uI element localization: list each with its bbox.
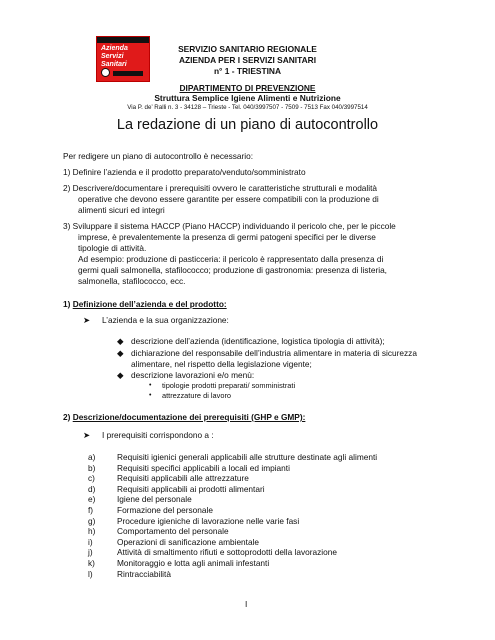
prerequisite-item: Requisiti specifici applicabili a locali ed impianti [117,462,290,473]
section-1-bullet-2-line1: dichiarazione del responsabile dell’industria alimentare in materia di sicurezza [131,348,417,358]
logo-top-bar [97,37,149,43]
section-1-sub-1: tipologie prodotti preparati/ somministrati [162,381,296,390]
prerequisite-item: Monitoraggio e lotta agli animali infestanti [117,558,270,568]
prerequisite-letter: l) [88,568,93,579]
logo-text-line2: Servizi [101,53,124,60]
section-2-heading [63,412,305,423]
section-1-sub-2: attrezzature di lavoro [162,391,232,400]
prerequisite-letter: b) [88,462,96,473]
section-1-number: 1) [63,299,71,309]
step-2-line3: alimenti sicuri ed integri [78,205,165,215]
logo-text-line1: Azienda [101,45,128,52]
page-number: I [245,599,248,609]
intro-text: Per redigere un piano di autocontrollo è necessario: [63,151,254,161]
prerequisite-item: Requisiti applicabili alle attrezzature [117,473,249,484]
step-2-line2: operative che devono essere garantite per essere compatibili con la produzione di [78,194,379,204]
prerequisite-letter: e) [88,494,96,505]
prerequisite-letter: g) [88,515,96,526]
prerequisite-letter: a) [88,452,96,462]
dot-bullet-icon: • [149,382,152,389]
step-3-line5: germi quali salmonella, stafilococco; produzione di gastronomia: presenza di listeria, [78,265,387,275]
section-2-number: 2) [63,412,71,422]
diamond-bullet-icon: ◆ [117,336,124,346]
arrow-icon: ➤ [83,430,90,440]
prerequisite-item: Igiene del personale [117,494,192,505]
prerequisite-item: Operazioni di sanificazione ambientale [117,536,260,547]
prerequisite-item: Comportamento del personale [117,526,229,537]
prerequisite-letter: j) [88,547,93,558]
section-1-heading [63,299,227,310]
address-line: Via P. de’ Ralli n. 3 - 34128 – Trieste - Tel. 040/3997507 - 7509 - 7513 Fax 040/3997514 [127,104,368,111]
structure-title: Struttura Semplice Igiene Alimenti e Nutrizione [154,93,341,103]
logo-text-line3: Sanitari [101,61,127,68]
section-1-bullet-2-line2: alimentare, nel rispetto della legislazione vigente; [131,359,312,369]
prerequisite-letter: i) [88,536,93,547]
prerequisite-letter: d) [88,483,96,494]
diamond-bullet-icon: ◆ [117,348,124,358]
section-2-arrow-item: I prerequisiti corrispondono a : [102,430,214,440]
header-line1: SERVIZIO SANITARIO REGIONALE [178,44,317,54]
prerequisite-letter: c) [88,473,95,484]
section-1-bullet-3: descrizione lavorazioni e/o menù: [131,370,255,380]
header-line3: n° 1 - TRIESTINA [213,66,282,76]
step-3-line6: salmonella, stafilococco, ecc. [78,276,186,286]
step-3-line3: tipologie di attività. [78,243,147,253]
prerequisite-item: Rintracciabilità [117,568,171,579]
prerequisite-letter: h) [88,526,96,537]
prerequisite-item: Requisiti igienici generali applicabili alle strutture destinate agli alimenti [117,452,378,462]
step-3-line2: imprese, è prevalentemente la presenza di germi patogeni specifici per le diverse [78,232,376,242]
step-2-line1: 2) Descrivere/documentare i prerequisiti ovvero le caratteristiche strutturali e modalità [63,183,378,193]
section-1-bullet-1: descrizione dell’azienda (identificazione, logistica tipologia di attività); [131,336,385,346]
prerequisite-letter: f) [88,505,94,515]
section-2-title: Descrizione/documentazione dei prerequisiti (GHP e GMP): [72,412,306,422]
prerequisite-item: Formazione del personale [117,505,213,515]
step-3-line4: Ad esempio: produzione di pasticceria: il pericolo è rappresentato dalla presenza di [78,254,384,264]
header-line2: AZIENDA PER I SERVIZI SANITARI [178,55,317,65]
dot-bullet-icon: • [149,392,152,399]
prerequisite-item: Requisiti applicabili ai prodotti alimentari [117,483,265,494]
step-3-line1: 3) Sviluppare il sistema HACCP (Piano HACCP) individuando il pericolo che, per le piccole [63,221,396,231]
step-1: 1) Definire l’azienda e il prodotto preparato/venduto/somministrato [63,167,306,177]
arrow-icon: ➤ [83,315,90,325]
prerequisite-item: Procedure igieniche di lavorazione nelle varie fasi [117,515,300,526]
prerequisite-item: Attività di smaltimento rifiuti e sottoprodotti della lavorazione [117,547,337,558]
prerequisite-letter: k) [88,558,95,568]
section-1-title: Definizione dell’azienda e del prodotto: [72,299,227,309]
diamond-bullet-icon: ◆ [117,370,124,380]
department-title: DIPARTIMENTO DI PREVENZIONE [179,83,316,93]
section-1-arrow-item: L’azienda e la sua organizzazione: [102,315,229,325]
page-title: La redazione di un piano di autocontrollo [116,117,379,133]
